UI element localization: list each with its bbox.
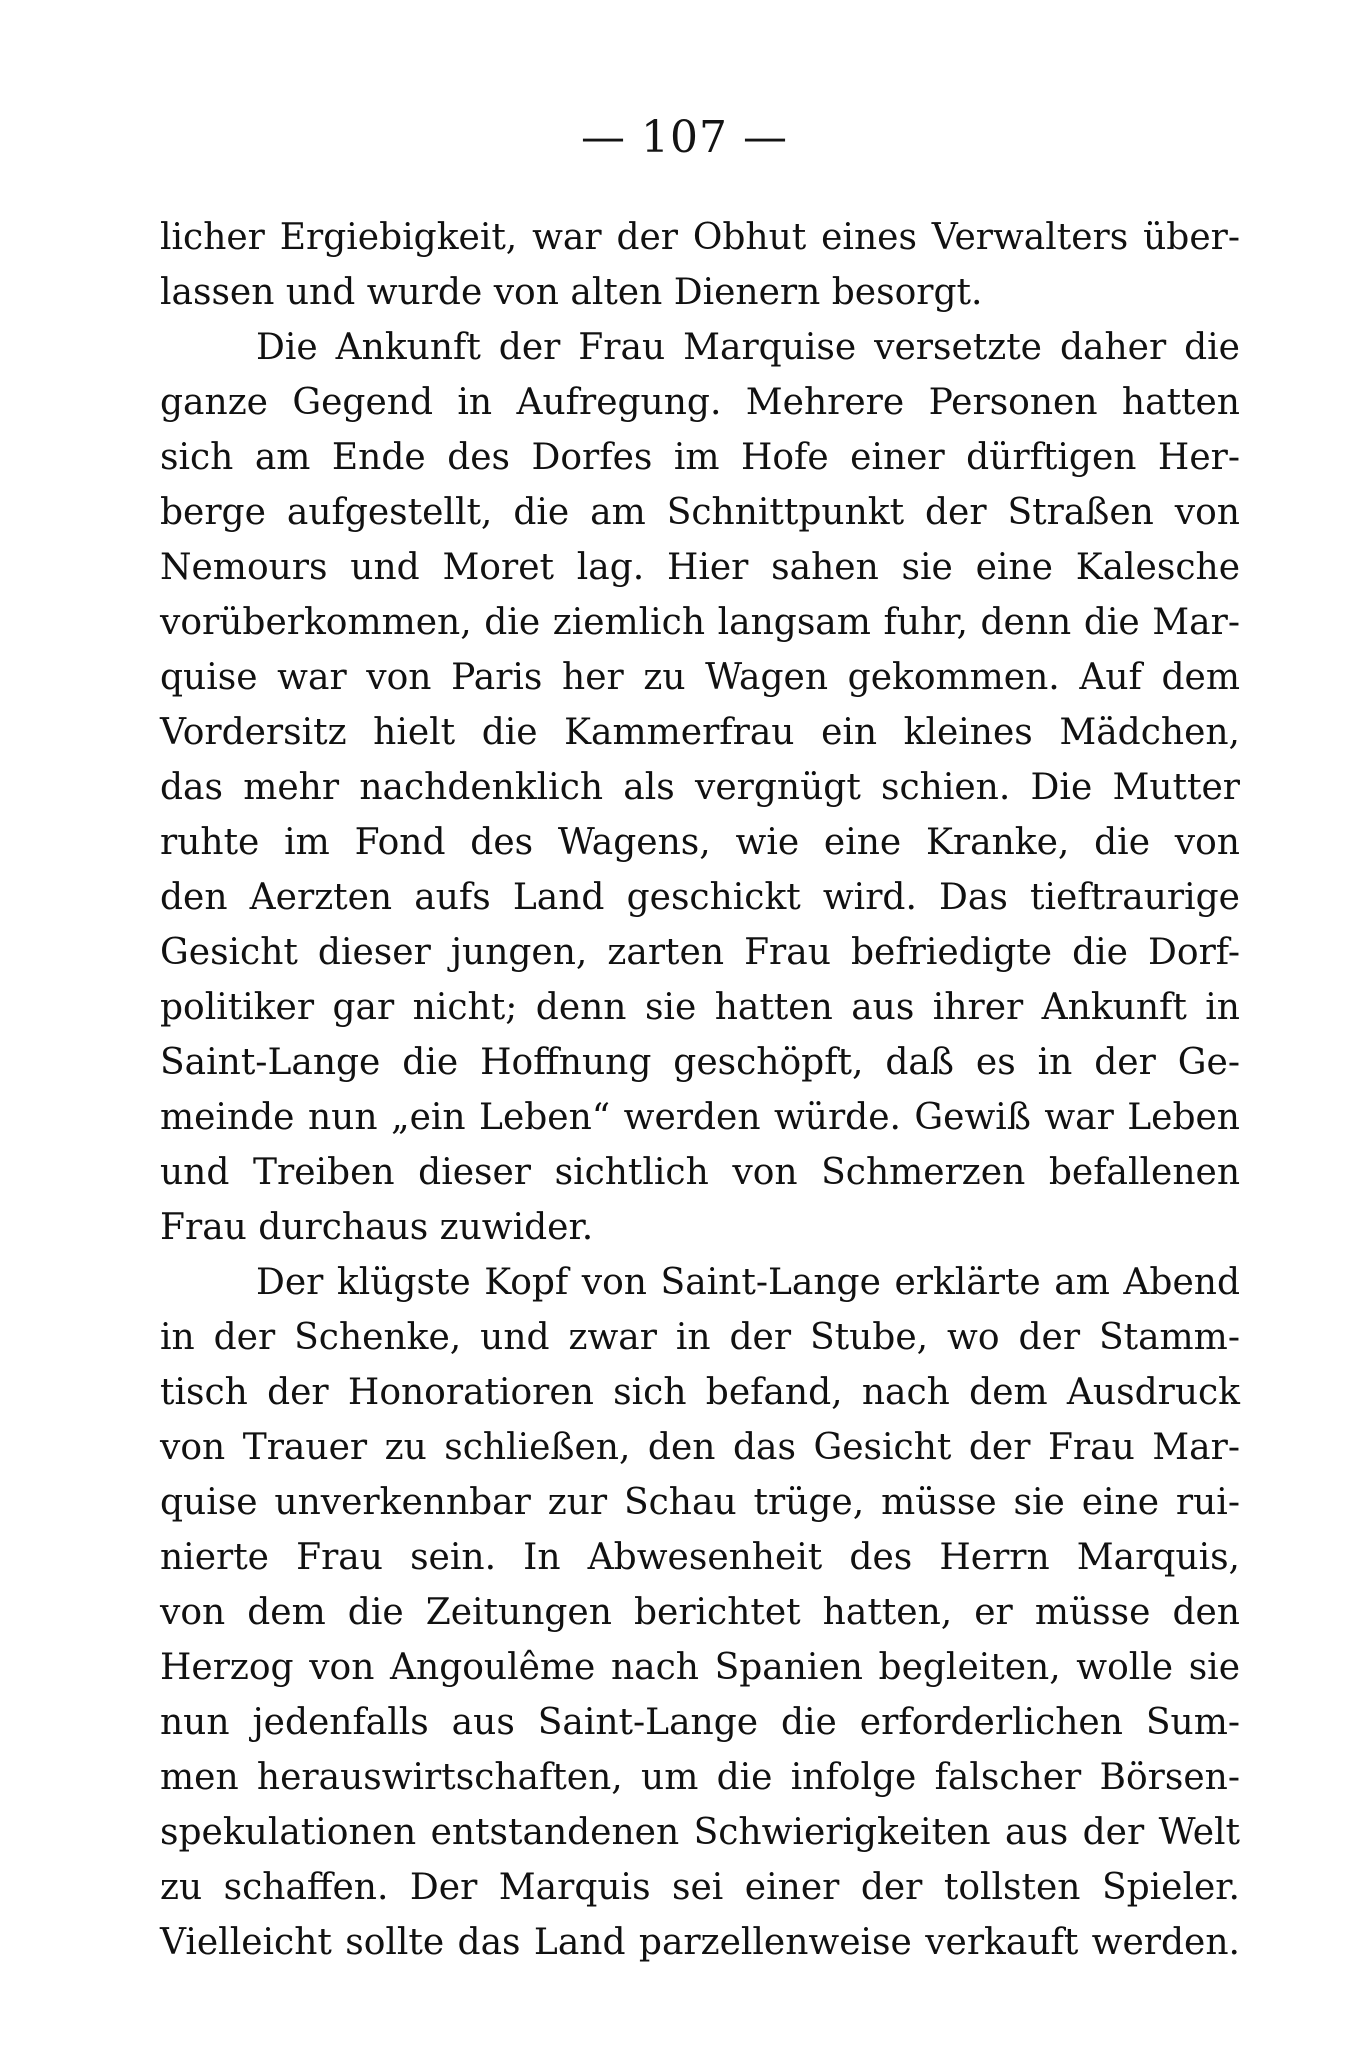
text-line: den Aerzten aufs Land geschickt wird. Das tieftraurige xyxy=(160,877,1240,918)
text-line: Frau durchaus zuwider. xyxy=(160,1207,594,1248)
text-line: Vielleicht sollte das Land parzellenweise verkauft werden. xyxy=(160,1922,1240,1963)
text-line: berge aufgestellt, die am Schnittpunkt der Straßen von xyxy=(160,492,1240,533)
text-line: Vordersitz hielt die Kammerfrau ein kleines Mädchen, xyxy=(160,712,1240,753)
text-line: vorüberkommen, die ziemlich langsam fuhr, denn die Mar- xyxy=(160,602,1240,643)
text-line: tisch der Honoratioren sich befand, nach dem Ausdruck xyxy=(160,1372,1240,1413)
text-line: sich am Ende des Dorfes im Hofe einer dürftigen Her- xyxy=(160,437,1240,478)
text-line: ruhte im Fond des Wagens, wie eine Kranke, die von xyxy=(160,822,1240,863)
text-line: zu schaffen. Der Marquis sei einer der tollsten Spieler. xyxy=(160,1867,1240,1908)
text-line: in der Schenke, und zwar in der Stube, wo der Stamm- xyxy=(160,1317,1240,1358)
page-number: — 107 — xyxy=(581,112,788,163)
text-line: spekulationen entstandenen Schwierigkeiten aus der Welt xyxy=(160,1812,1240,1853)
text-line: von dem die Zeitungen berichtet hatten, er müsse den xyxy=(160,1592,1240,1633)
text-line: quise war von Paris her zu Wagen gekommen. Auf dem xyxy=(160,657,1240,698)
text-line: Saint-Lange die Hoffnung geschöpft, daß es in der Ge- xyxy=(160,1042,1240,1083)
text-line: Gesicht dieser jungen, zarten Frau befriedigte die Dorf- xyxy=(160,932,1240,973)
text-line: politiker gar nicht; denn sie hatten aus ihrer Ankunft in xyxy=(160,987,1240,1028)
text-line: und Treiben dieser sichtlich von Schmerzen befallenen xyxy=(160,1152,1240,1193)
text-line: Der klügste Kopf von Saint-Lange erklärte am Abend xyxy=(256,1262,1240,1303)
text-line: nun jedenfalls aus Saint-Lange die erforderlichen Sum- xyxy=(160,1702,1240,1743)
text-line: Die Ankunft der Frau Marquise versetzte daher die xyxy=(256,327,1240,368)
text-line: das mehr nachdenklich als vergnügt schien. Die Mutter xyxy=(160,767,1240,808)
text-line: Nemours und Moret lag. Hier sahen sie eine Kalesche xyxy=(160,547,1240,588)
text-line: Herzog von Angoulême nach Spanien begleiten, wolle sie xyxy=(160,1647,1240,1688)
text-line: nierte Frau sein. In Abwesenheit des Herrn Marquis, xyxy=(160,1537,1240,1578)
text-line: men herauswirtschaften, um die infolge falscher Börsen- xyxy=(160,1757,1240,1798)
text-line: von Trauer zu schließen, den das Gesicht der Frau Mar- xyxy=(160,1427,1240,1468)
body-text xyxy=(160,210,1240,1970)
text-line: licher Ergiebigkeit, war der Obhut eines Verwalters über- xyxy=(160,217,1240,258)
text-line: quise unverkennbar zur Schau trüge, müsse sie eine rui- xyxy=(160,1482,1240,1523)
text-line: lassen und wurde von alten Dienern besorgt. xyxy=(160,272,983,313)
text-line: meinde nun „ein Leben“ werden würde. Gewiß war Leben xyxy=(160,1097,1240,1138)
text-line: ganze Gegend in Aufregung. Mehrere Personen hatten xyxy=(160,382,1240,423)
